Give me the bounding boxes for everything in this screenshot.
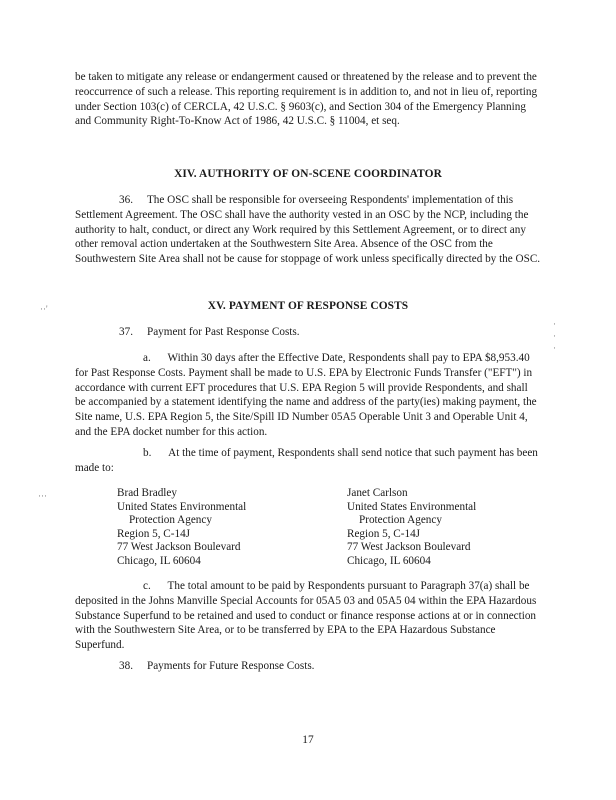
address-city: Chicago, IL 60604	[347, 554, 431, 567]
section-heading-authority-osc: XIV. AUTHORITY OF ON-SCENE COORDINATOR	[174, 168, 442, 180]
paragraph-37-number: 37.	[119, 326, 133, 338]
address-city: Chicago, IL 60604	[117, 554, 201, 567]
address-name: Janet Carlson	[347, 487, 408, 499]
scan-mark: · · ·	[553, 319, 556, 353]
address-org-line2: Protection Agency	[359, 514, 442, 527]
address-mailcode: Region 5, C-14J	[117, 527, 191, 540]
address-name: Brad Bradley	[117, 487, 177, 499]
paragraph-38-number: 38.	[119, 660, 133, 672]
paragraph-37c	[75, 579, 541, 653]
address-block-janet-carlson	[347, 487, 476, 569]
continuation-paragraph: be taken to mitigate any release or endangerment caused or threatened by the release and to prevent the reoccurrence of such a release. This reporting requirement is in addition to, and not in lieu of, reporting under Section 103(c) of CERCLA, 42 U.S.C. § 9603(c), and Section 304 of the Emergency Planning and Community Right-To-Know Act of 1986, 42 U.S.C. § 11004, et seq.	[75, 71, 538, 128]
scan-mark: ··'	[40, 304, 48, 314]
paragraph-37	[75, 325, 535, 340]
address-org-line1: United States Environmental	[347, 500, 477, 513]
paragraph-37a	[75, 351, 541, 440]
address-mailcode: Region 5, C-14J	[347, 527, 421, 540]
address-block-brad-bradley	[117, 487, 246, 569]
scan-mark: ···	[38, 491, 47, 501]
paragraph-37a-text: Within 30 days after the Effective Date, Respondents shall pay to EPA $8,953.40 for Past Response Costs. Payment shall be made to U.S. EPA by Electronic Funds Transfer ("EFT") in accordance with current EFT procedures that U.S. EPA Region 5 will provide Respondents, and shall be accompanied by a statement identifying the name and address of the party(ies) making payment, the Site name, U.S. EPA Region 5, the Site/Spill ID Number 05A5 Operable Unit 3 and Operable Unit 4, and the EPA docket number for this action.	[75, 352, 537, 438]
page-number: 17	[302, 734, 314, 746]
paragraph-37-title: Payment for Past Response Costs.	[146, 326, 300, 338]
paragraph-36-number: 36.	[119, 194, 133, 206]
paragraph-36-text: The OSC shall be responsible for overseeing Respondents' implementation of this Settlement Agreement. The OSC shall have the authority vested in an OSC by the NCP, including the authority to halt, conduct, or direct any Work required by this Settlement Agreement, or to direct any other removal action undertaken at the Southwestern Site Area. Absence of the OSC from the Southwestern Site Area shall not be cause for stoppage of work unless specifically directed by the OSC.	[75, 194, 541, 266]
address-org-line1: United States Environmental	[117, 500, 247, 513]
address-street: 77 West Jackson Boulevard	[347, 541, 471, 554]
paragraph-37b-label: b.	[143, 447, 152, 459]
paragraph-37b-text: At the time of payment, Respondents shall send notice that such payment has been made to:	[75, 447, 538, 474]
address-street: 77 West Jackson Boulevard	[117, 541, 241, 554]
address-org-line2: Protection Agency	[129, 514, 212, 527]
paragraph-36	[75, 193, 541, 267]
paragraph-38-title: Payments for Future Response Costs.	[146, 660, 315, 672]
section-heading-payment-response-costs: XV. PAYMENT OF RESPONSE COSTS	[207, 300, 409, 312]
paragraph-37b	[75, 446, 541, 476]
paragraph-37c-text: The total amount to be paid by Respondents pursuant to Paragraph 37(a) shall be deposited in the Johns Manville Special Accounts for 05A5 03 and 05A5 04 within the EPA Hazardous Substance Superfund to be retained and used to conduct or finance response actions at or in connection with the Southwestern Site Area, or to be transferred by EPA to the EPA Hazardous Substance Superfund.	[75, 580, 537, 652]
paragraph-37a-label: a.	[143, 352, 151, 364]
paragraph-37c-label: c.	[143, 580, 151, 592]
paragraph-38	[75, 659, 541, 674]
